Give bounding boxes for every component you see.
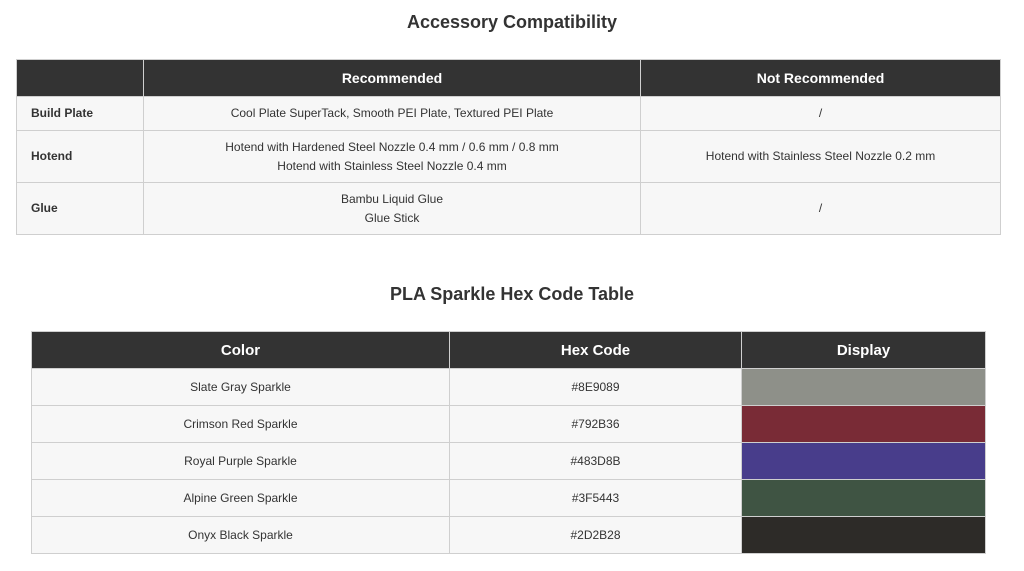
color-swatch xyxy=(742,517,986,554)
cell-line: / xyxy=(818,201,823,215)
hex-code: #792B36 xyxy=(450,406,742,443)
hex-header-display: Display xyxy=(742,332,986,369)
hex-code-table-title: PLA Sparkle Hex Code Table xyxy=(389,284,635,304)
cell-line: Cool Plate SuperTack, Smooth PEI Plate, Textured PEI Plate xyxy=(230,106,554,120)
hotend-not-recommended xyxy=(641,131,1001,183)
row-label-glue: Glue xyxy=(17,183,144,235)
table-row xyxy=(32,369,986,406)
row-label-build-plate: Build Plate xyxy=(17,97,144,131)
color-name: Crimson Red Sparkle xyxy=(32,406,450,443)
row-label-hotend: Hotend xyxy=(17,131,144,183)
glue-not-recommended xyxy=(641,183,1001,235)
cell-line: Glue Stick xyxy=(364,210,420,225)
table-row xyxy=(32,517,986,554)
hex-header-hex-code: Hex Code xyxy=(450,332,742,369)
hotend-recommended xyxy=(144,131,641,183)
hex-code-table xyxy=(31,331,986,554)
accessory-header-not-recommended: Not Recommended xyxy=(641,60,1001,97)
accessory-header-row xyxy=(17,60,1001,97)
hex-header-color: Color xyxy=(32,332,450,369)
color-name: Slate Gray Sparkle xyxy=(32,369,450,406)
hex-code: #2D2B28 xyxy=(450,517,742,554)
hex-code: #483D8B xyxy=(450,443,742,480)
hex-code: #3F5443 xyxy=(450,480,742,517)
color-name: Royal Purple Sparkle xyxy=(32,443,450,480)
color-swatch xyxy=(742,443,986,480)
build-plate-recommended xyxy=(144,97,641,131)
build-plate-not-recommended xyxy=(641,97,1001,131)
hex-header-row xyxy=(32,332,986,369)
accessory-header-recommended: Recommended xyxy=(144,60,641,97)
color-swatch xyxy=(742,406,986,443)
table-row xyxy=(32,480,986,517)
table-row xyxy=(32,443,986,480)
glue-recommended xyxy=(144,183,641,235)
accessory-compatibility-table xyxy=(16,59,1001,235)
color-swatch xyxy=(742,480,986,517)
color-swatch xyxy=(742,369,986,406)
color-name: Alpine Green Sparkle xyxy=(32,480,450,517)
table-row xyxy=(17,183,1001,235)
table-row xyxy=(17,97,1001,131)
cell-line: Hotend with Stainless Steel Nozzle 0.2 mm xyxy=(705,149,936,163)
table-row xyxy=(32,406,986,443)
accessory-compatibility-title: Accessory Compatibility xyxy=(406,12,618,32)
accessory-header-blank xyxy=(17,60,144,97)
hex-code: #8E9089 xyxy=(450,369,742,406)
table-row xyxy=(17,131,1001,183)
cell-line: Hotend with Stainless Steel Nozzle 0.4 mm xyxy=(277,158,507,173)
color-name: Onyx Black Sparkle xyxy=(32,517,450,554)
cell-line: / xyxy=(818,106,823,120)
cell-line: Bambu Liquid Glue xyxy=(340,191,444,206)
cell-line: Hotend with Hardened Steel Nozzle 0.4 mm / 0.6 mm / 0.8 mm xyxy=(225,139,559,154)
